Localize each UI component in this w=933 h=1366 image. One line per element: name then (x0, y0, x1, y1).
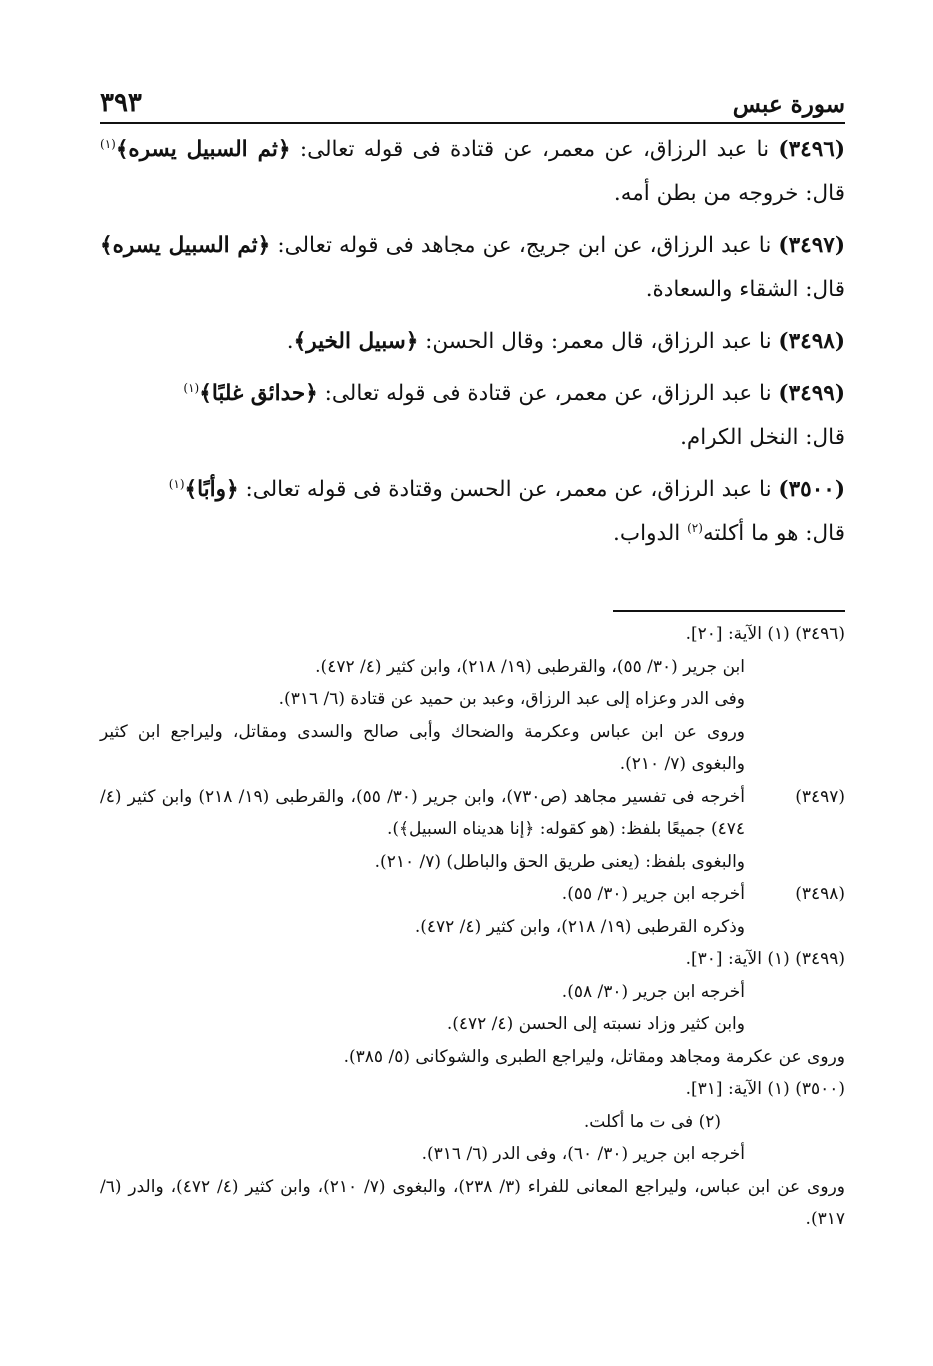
quran-verse: ﴿ثم السبيل يسره﴾ (115, 137, 291, 162)
narration-text: نا عبد الرزاق، قال معمر: وقال الحسن: (425, 329, 772, 354)
quran-verse: ﴿ثم السبيل يسره﴾ (100, 233, 271, 258)
footnote-line: وروى عن عكرمة ومجاهد ومقاتل، وليراجع الطبرى والشوكانى (٥/ ٣٨٥). (343, 1046, 845, 1067)
narration-text: . (286, 329, 294, 354)
book-page (100, 78, 845, 1236)
footnote-verse-ref: (١) الآية: [٢٠]. (685, 624, 790, 644)
narration-text: قال: الشقاء والسعادة. (645, 277, 845, 302)
footnote-marker: (١) (183, 380, 200, 395)
page-header (100, 78, 845, 124)
quran-verse: ﴿سبيل الخير﴾ (293, 329, 419, 354)
quran-verse: ﴿وأبًا﴾ (184, 477, 239, 502)
narration-3499 (100, 372, 845, 460)
footnote-marker: (٢) (687, 520, 703, 535)
narration-3497 (100, 224, 845, 312)
footnote-line: أخرجه ابن جرير (٣٠/ ٥٥). (561, 884, 745, 904)
footnote-line: وروى عن ابن عباس وعكرمة والضحاك وأبى صالح والسدى ومقاتل، وليراجع ابن كثير والبغوى (٧/ ٢١٠). (100, 721, 745, 774)
narration-number: (٣٤٩٩) (778, 381, 845, 406)
footnote-line: (٢) فى ت ما أكلت. (583, 1111, 721, 1132)
narration-text: قال: النخل الكرام. (680, 425, 845, 450)
footnote-heading (100, 618, 845, 651)
footnote-line: أخرجه فى تفسير مجاهد (ص٧٣٠)، وابن جرير (٣٠/ ٥٥)، والقرطبى (١٩/ ٢١٨) وابن كثير (٤/ ٤٧٤) جميعًا بلفظ: (هو كقوله: ﴿إنا هديناه السبيل﴾). (100, 786, 745, 839)
narration-number: (٣٥٠٠) (778, 477, 845, 502)
narration-number: (٣٤٩٨) (778, 329, 845, 354)
narration-text: نا عبد الرزاق، عن معمر، عن الحسن وقتادة فى قوله تعالى: (245, 477, 772, 502)
narration-number: (٣٤٩٧) (778, 233, 845, 258)
footnote-marker: (١) (100, 136, 116, 151)
footnote-marker: (١) (168, 476, 185, 491)
footnote-3497 (100, 781, 845, 879)
footnote-line: وفى الدر وعزاه إلى عبد الرزاق، وعبد بن حميد عن قتادة (٦/ ٣١٦). (278, 689, 745, 709)
footnote-line: ابن جرير (٣٠/ ٥٥)، والقرطبى (١٩/ ٢١٨)، وابن كثير (٤/ ٤٧٢). (315, 656, 745, 677)
footnote-divider (613, 610, 845, 612)
narration-3498 (100, 320, 845, 364)
narration-text: نا عبد الرزاق، عن معمر، عن قتادة فى قوله تعالى: (324, 381, 772, 406)
footnote-line: والبغوى بلفظ: (يعنى طريق الحق والباطل) (٧/ ٢١٠). (374, 851, 745, 872)
footnote-body (100, 1106, 845, 1171)
footnote-body (100, 976, 845, 1041)
footnote-line: أخرجه ابن جرير (٣٠/ ٥٨). (561, 981, 745, 1002)
narration-3496 (100, 128, 845, 216)
footnote-verse-ref: (١) الآية: [٣١]. (685, 1079, 790, 1099)
footnote-heading (100, 943, 845, 976)
quran-verse: ﴿حدائق غلبًا﴾ (199, 381, 318, 406)
narration-3500 (100, 468, 845, 556)
narration-text: قال: خروجه من بطن أمه. (613, 181, 845, 206)
narration-text: قال: هو ما أكلته (702, 521, 845, 546)
footnote-heading (100, 1073, 845, 1106)
footnote-ref: (٣٤٩٧) (795, 786, 845, 807)
footnote-3498 (100, 878, 845, 943)
footnote-line: وابن كثير وزاد نسبته إلى الحسن (٤/ ٤٧٢). (446, 1014, 745, 1034)
footnote-ref: (٣٤٩٨) (795, 884, 845, 904)
footnote-ref: (٣٤٩٩) (795, 949, 845, 969)
footnote-line: أخرجه ابن جرير (٣٠/ ٦٠)، وفى الدر (٦/ ٣١٦). (421, 1144, 745, 1164)
footnote-body (100, 651, 845, 781)
narration-number: (٣٤٩٦) (778, 137, 845, 162)
page-number: ٣٩٣ (100, 88, 142, 118)
footnotes (100, 618, 845, 1236)
narration-text: نا عبد الرزاق، عن معمر، عن قتادة فى قوله تعالى: (299, 137, 770, 162)
footnote-line: وروى عن ابن عباس، وليراجع المعانى للفراء (٣/ ٢٣٨)، والبغوى (٧/ ٢١٠)، وابن كثير (٤/ ٤٧٢)، والدر (٦/ ٣١٧). (100, 1176, 845, 1229)
footnote-ref: (٣٤٩٦) (795, 624, 845, 644)
footnote-verse-ref: (١) الآية: [٣٠]. (685, 949, 790, 969)
narration-text: الدواب. (613, 521, 681, 546)
footnote-line: وذكره القرطبى (١٩/ ٢١٨)، وابن كثير (٤/ ٤٧٢). (414, 916, 745, 937)
footnote-ref: (٣٥٠٠) (795, 1079, 845, 1099)
narration-text: نا عبد الرزاق، عن ابن جريج، عن مجاهد فى قوله تعالى: (277, 233, 772, 258)
surah-title: سورة عبس (732, 91, 845, 118)
